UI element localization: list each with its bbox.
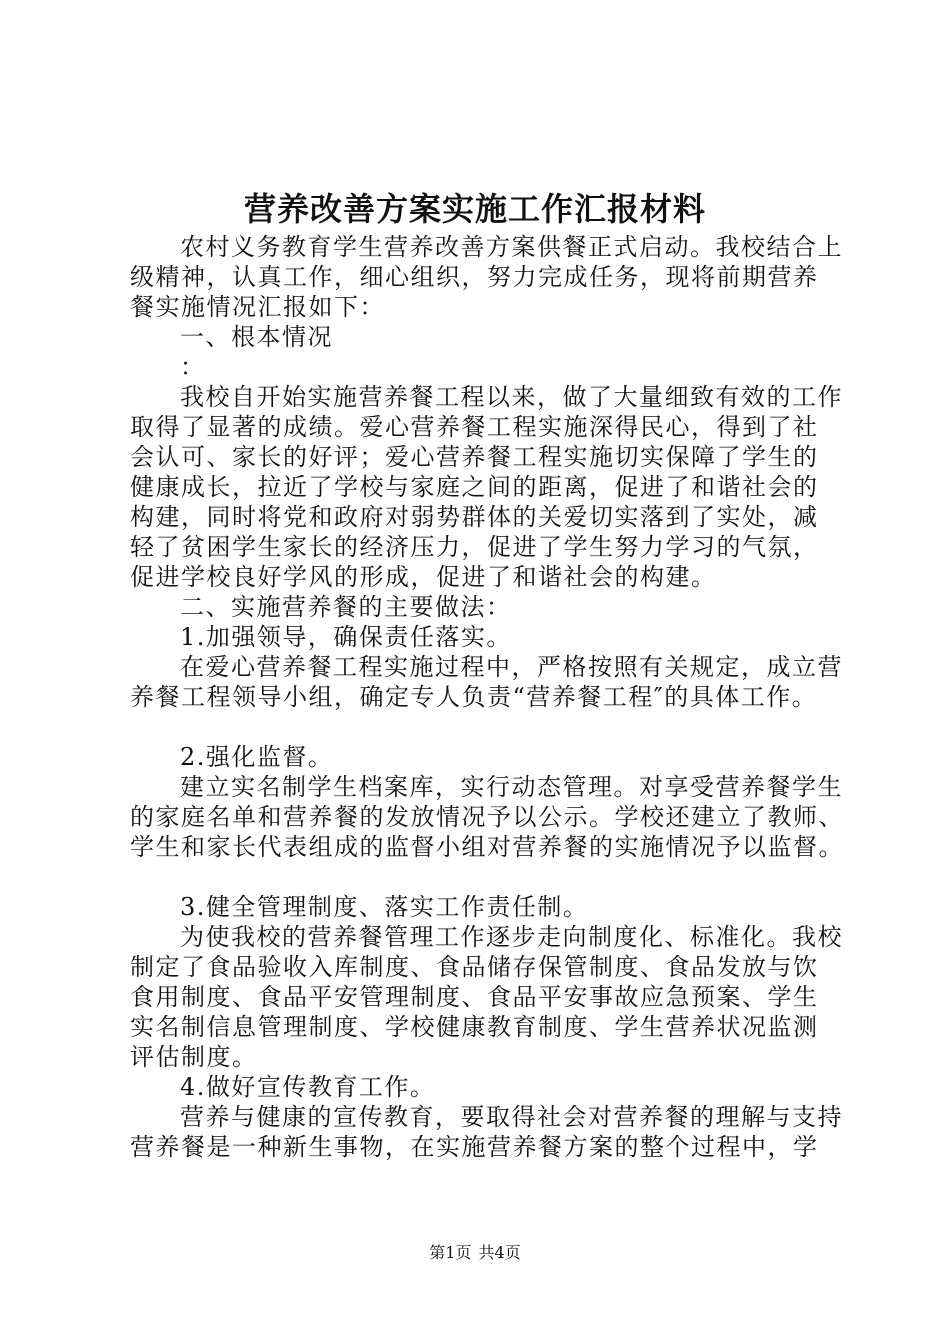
paragraph-line: 为使我校的营养餐管理工作逐步走向制度化、标准化。我校	[180, 923, 843, 951]
paragraph-line: 的家庭名单和营养餐的发放情况予以公示。学校还建立了教师、	[130, 803, 844, 831]
section-heading: 一、根本情况	[180, 323, 333, 351]
paragraph-line: 食用制度、食品平安管理制度、食品平安事故应急预案、学生	[130, 983, 819, 1011]
paragraph-line: 级精神，认真工作，细心组织，努力完成任务，现将前期营养	[130, 263, 819, 291]
paragraph-line: 会认可、家长的好评；爱心营养餐工程实施切实保障了学生的	[130, 443, 819, 471]
paragraph-line: 建立实名制学生档案库，实行动态管理。对享受营养餐学生	[180, 773, 843, 801]
paragraph-line: 餐实施情况汇报如下：	[130, 293, 385, 321]
paragraph-line: 制定了食品验收入库制度、食品储存保管制度、食品发放与饮	[130, 953, 819, 981]
document-body	[130, 232, 844, 1162]
paragraph-line: 营养与健康的宣传教育，要取得社会对营养餐的理解与支持	[180, 1103, 843, 1131]
paragraph-line: ：	[180, 353, 206, 381]
subsection-heading: 2.强化监督。	[180, 743, 334, 771]
document-title: 营养改善方案实施工作汇报材料	[243, 190, 706, 228]
section-heading: 二、实施营养餐的主要做法：	[180, 593, 512, 621]
blank-line	[130, 712, 834, 742]
page-number-footer: 第1页 共4页	[429, 1243, 521, 1262]
paragraph-line: 学生和家长代表组成的监督小组对营养餐的实施情况予以监督。	[130, 833, 844, 861]
paragraph-line: 取得了显著的成绩。爱心营养餐工程实施深得民心，得到了社	[130, 413, 819, 441]
blank-line	[130, 862, 834, 892]
subsection-heading: 1.加强领导，确保责任落实。	[180, 623, 512, 651]
paragraph-line: 构建，同时将党和政府对弱势群体的关爱切实落到了实处，减	[130, 503, 819, 531]
paragraph-line: 促进学校良好学风的形成，促进了和谐社会的构建。	[130, 563, 717, 591]
paragraph-line: 养餐工程领导小组，确定专人负责“营养餐工程″的具体工作。	[130, 683, 818, 711]
paragraph-line: 在爱心营养餐工程实施过程中，严格按照有关规定，成立营	[180, 653, 843, 681]
paragraph-line: 营养餐是一种新生事物，在实施营养餐方案的整个过程中，学	[130, 1133, 819, 1161]
paragraph-line: 农村义务教育学生营养改善方案供餐正式启动。我校结合上	[180, 233, 843, 261]
paragraph-line: 评估制度。	[130, 1043, 258, 1071]
subsection-heading: 3.健全管理制度、落实工作责任制。	[180, 893, 589, 921]
subsection-heading: 4.做好宣传教育工作。	[180, 1073, 436, 1101]
paragraph-line: 健康成长，拉近了学校与家庭之间的距离，促进了和谐社会的	[130, 473, 819, 501]
paragraph-line: 我校自开始实施营养餐工程以来，做了大量细致有效的工作	[180, 383, 843, 411]
paragraph-line: 实名制信息管理制度、学校健康教育制度、学生营养状况监测	[130, 1013, 819, 1041]
paragraph-line: 轻了贫困学生家长的经济压力，促进了学生努力学习的气氛，	[130, 533, 819, 561]
